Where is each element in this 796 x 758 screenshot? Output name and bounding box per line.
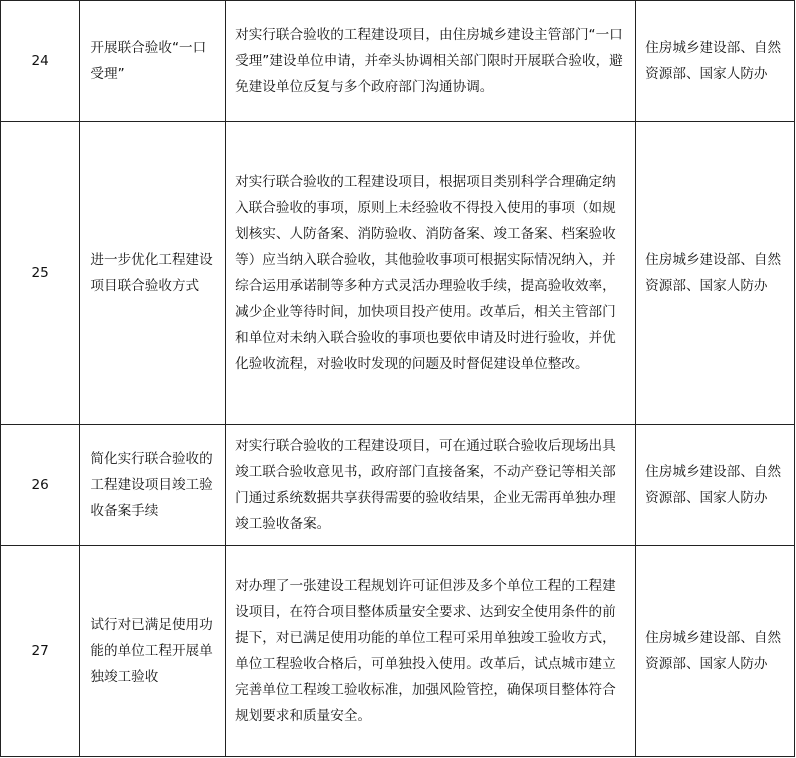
responsible-departments: 住房城乡建设部、自然资源部、国家人防办: [636, 1, 795, 122]
table-row: [1, 546, 795, 757]
reform-description: 对实行联合验收的工程建设项目，由住房城乡建设主管部门“一口受理”建设单位申请，并牵头协调相关部门限时开展联合验收，避免建设单位反复与多个政府部门沟通协调。: [226, 1, 636, 122]
row-number: 24: [1, 1, 80, 122]
reform-description: 对办理了一张建设工程规划许可证但涉及多个单位工程的工程建设项目，在符合项目整体质量安全要求、达到安全使用条件的前提下，对已满足使用功能的单位工程可采用单独竣工验收方式，单位工程验收合格后，可单独投入使用。改革后，试点城市建立完善单位工程竣工验收标准，加强风险管控，确保项目整体符合规划要求和质量安全。: [226, 546, 636, 757]
reform-item: 进一步优化工程建设项目联合验收方式: [80, 122, 226, 425]
responsible-departments: 住房城乡建设部、自然资源部、国家人防办: [636, 546, 795, 757]
table-row: [1, 425, 795, 546]
table-row: [1, 1, 795, 122]
row-number: 26: [1, 425, 80, 546]
reform-description: 对实行联合验收的工程建设项目，可在通过联合验收后现场出具竣工联合验收意见书，政府部门直接备案，不动产登记等相关部门通过系统数据共享获得需要的验收结果，企业无需再单独办理竣工验收备案。: [226, 425, 636, 546]
responsible-departments: 住房城乡建设部、自然资源部、国家人防办: [636, 425, 795, 546]
row-number: 25: [1, 122, 80, 425]
responsible-departments: 住房城乡建设部、自然资源部、国家人防办: [636, 122, 795, 425]
row-number: 27: [1, 546, 80, 757]
reform-item: 试行对已满足使用功能的单位工程开展单独竣工验收: [80, 546, 226, 757]
table-row: [1, 122, 795, 425]
reform-description: 对实行联合验收的工程建设项目，根据项目类别科学合理确定纳入联合验收的事项，原则上未经验收不得投入使用的事项（如规划核实、人防备案、消防验收、消防备案、竣工备案、档案验收等）应当纳入联合验收，其他验收事项可根据实际情况纳入，并综合运用承诺制等多种方式灵活办理验收手续，提高验收效率，减少企业等待时间，加快项目投产使用。改革后，相关主管部门和单位对未纳入联合验收的事项也要依申请及时进行验收，并优化验收流程，对验收时发现的问题及时督促建设单位整改。: [226, 122, 636, 425]
reform-item: 简化实行联合验收的工程建设项目竣工验收备案手续: [80, 425, 226, 546]
reform-item: 开展联合验收“一口受理”: [80, 1, 226, 122]
